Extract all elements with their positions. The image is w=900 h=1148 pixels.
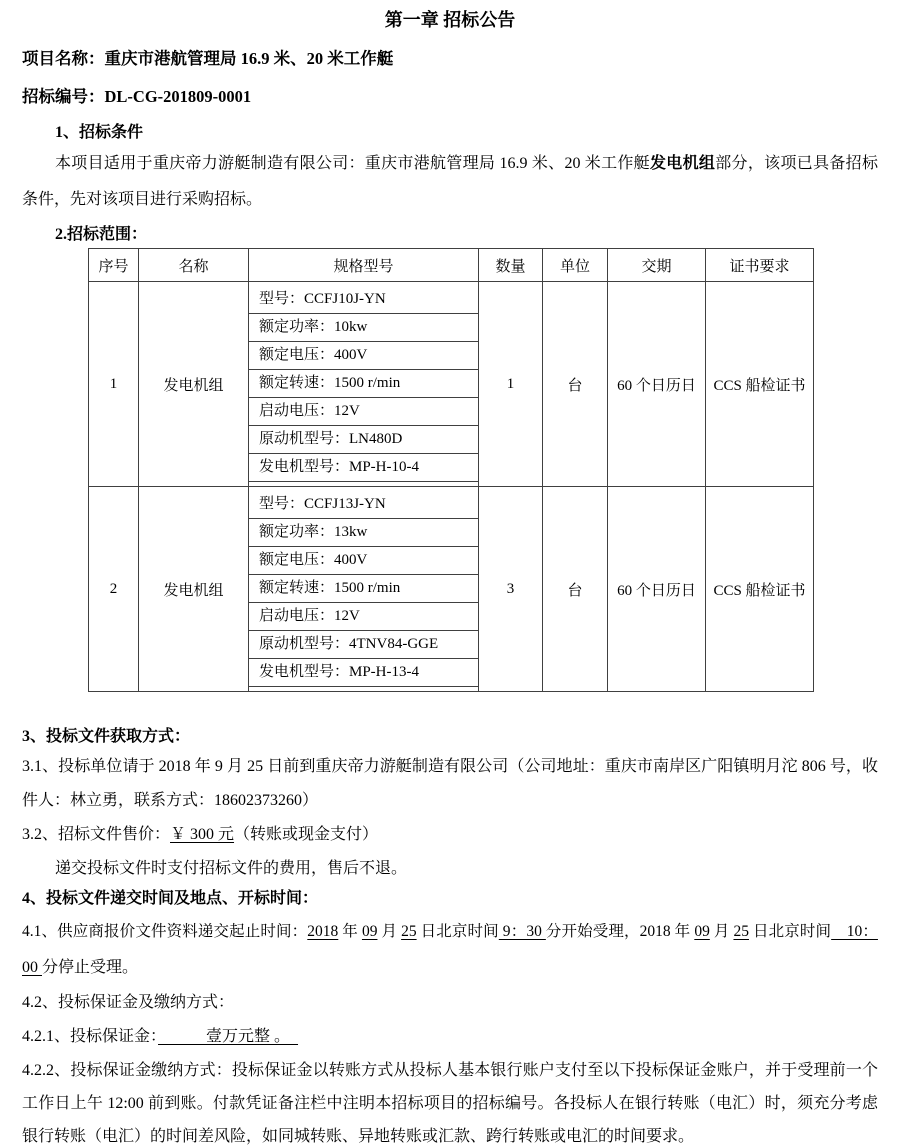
items-table: [88, 248, 814, 692]
qty-cell: 1: [479, 282, 543, 487]
spec-item: 额定电压：400V: [249, 547, 478, 575]
delivery-cell: 60 个日历日: [608, 282, 706, 487]
spec-item: 启动电压：12V: [249, 603, 478, 631]
name-cell: 发电机组: [139, 487, 249, 692]
text-segment: 09: [694, 923, 710, 940]
project-name-line: 项目名称：重庆市港航管理局 16.9 米、20 米工作艇: [22, 49, 394, 68]
cert-cell: CCS 船检证书: [706, 282, 814, 487]
clause-4-1-line-1: [22, 914, 878, 950]
text-segment: 年: [338, 923, 362, 940]
qty-cell: 3: [479, 487, 543, 692]
spec-item: 型号：CCFJ10J-YN: [249, 286, 478, 314]
text-segment: 10：: [831, 923, 878, 940]
text-segment: ￥ 300 元: [170, 826, 235, 843]
header-cell-serial: 序号: [89, 249, 139, 282]
text-segment: 09: [361, 923, 378, 940]
spec-item: 额定功率：10kw: [249, 314, 478, 342]
text-segment: 4.1、供应商报价文件资料递交起止时间：: [22, 923, 308, 940]
header-cell-delivery: 交期: [608, 249, 706, 282]
spec-list: [249, 282, 479, 487]
clause-4-2: 4.2、投标保证金及缴纳方式：: [22, 994, 235, 1011]
spec-item: 原动机型号：LN480D: [249, 426, 478, 454]
header-cell-unit: 单位: [543, 249, 608, 282]
clause-4-2-2: 4.2.2、投标保证金缴纳方式：投标保证金以转账方式从投标人基本银行账户支付至以下投标保证金账户，并于受理前一个工作日上午 12:00 前到账。付款凭证备注栏中注明本招标项目的招标编号。各投标人在银行转账（电汇）时，须充分考虑银行转账（电汇）的时间差风险，如同城转账、异地转账或汇款、跨行转账或电汇的时间要求。: [22, 1062, 878, 1145]
text-segment: （转账或现金支付）: [234, 826, 379, 843]
spec-item: 型号：CCFJ13J-YN: [249, 491, 478, 519]
unit-cell: 台: [543, 282, 608, 487]
clause-4-2-1: [22, 1020, 878, 1054]
clause-3-2: [22, 818, 878, 852]
text-segment: 发电机组: [650, 155, 716, 172]
section-1-heading: 1、招标条件: [55, 124, 144, 141]
text-segment: 25: [733, 923, 749, 940]
header-cell-spec: 规格型号: [249, 249, 479, 282]
spec-item: 额定功率：13kw: [249, 519, 478, 547]
text-segment: 3.2、招标文件售价：: [22, 826, 171, 843]
cert-cell: CCS 船检证书: [706, 487, 814, 692]
text-segment: 9：30: [498, 923, 546, 940]
table-row-item-2: [89, 487, 814, 692]
clause-3-1: 3.1、投标单位请于 2018 年 9 月 25 日前到重庆帝力游艇制造有限公司（公司地址：重庆市南岸区广阳镇明月沱 806 号，收件人：林立勇，联系方式：18602373260）: [22, 758, 878, 809]
spec-item: 发电机型号：MP-H-13-4: [249, 659, 478, 687]
spec-item: 发电机型号：MP-H-10-4: [249, 454, 478, 482]
section-1-body: [22, 146, 878, 218]
text-segment: 2018: [307, 923, 339, 940]
spec-list: [249, 487, 479, 692]
text-segment: 月: [377, 923, 402, 940]
spec-item: 额定电压：400V: [249, 342, 478, 370]
table-header-row: [89, 249, 814, 282]
text-segment: 25: [401, 923, 417, 940]
section-2-heading: 2.招标范围：: [55, 226, 148, 243]
text-segment: 月: [709, 923, 734, 940]
spec-item: 原动机型号：4TNV84-GGE: [249, 631, 478, 659]
spec-item: 额定转速：1500 r/min: [249, 575, 478, 603]
serial-cell: 2: [89, 487, 139, 692]
text-segment: 分开始受理，2018 年: [545, 923, 695, 940]
text-segment: 本项目适用于重庆帝力游艇制造有限公司：重庆市港航管理局 16.9 米、20 米工作艇: [55, 155, 650, 172]
text-segment: 日北京时间: [748, 923, 832, 940]
delivery-cell: 60 个日历日: [608, 487, 706, 692]
text-segment: 部分，该项已具备招标条件，先对该项目进行采购招标。: [22, 155, 878, 208]
spec-item: 启动电压：12V: [249, 398, 478, 426]
text-segment: 00: [22, 959, 42, 976]
unit-cell: 台: [543, 487, 608, 692]
header-cell-qty: 数量: [479, 249, 543, 282]
text-segment: 壹万元整 。: [158, 1028, 299, 1045]
table-row-item-1: [89, 282, 814, 487]
spec-item: 额定转速：1500 r/min: [249, 370, 478, 398]
section-4-heading: 4、投标文件递交时间及地点、开标时间：: [22, 890, 319, 907]
name-cell: 发电机组: [139, 282, 249, 487]
header-cell-name: 名称: [139, 249, 249, 282]
text-segment: 日北京时间: [416, 923, 499, 940]
page-title: 第一章 招标公告: [384, 10, 516, 30]
text-segment: 分停止受理。: [42, 959, 139, 976]
clause-4-1-line-2: [22, 950, 878, 986]
tender-number-line: 招标编号：DL-CG-201809-0001: [22, 87, 252, 106]
header-cell-cert: 证书要求: [706, 249, 814, 282]
clause-3-2-note: 递交投标文件时支付招标文件的费用，售后不退。: [55, 860, 408, 877]
serial-cell: 1: [89, 282, 139, 487]
text-segment: 4.2.1、投标保证金：: [22, 1028, 159, 1045]
section-3-heading: 3、投标文件获取方式：: [22, 728, 191, 745]
